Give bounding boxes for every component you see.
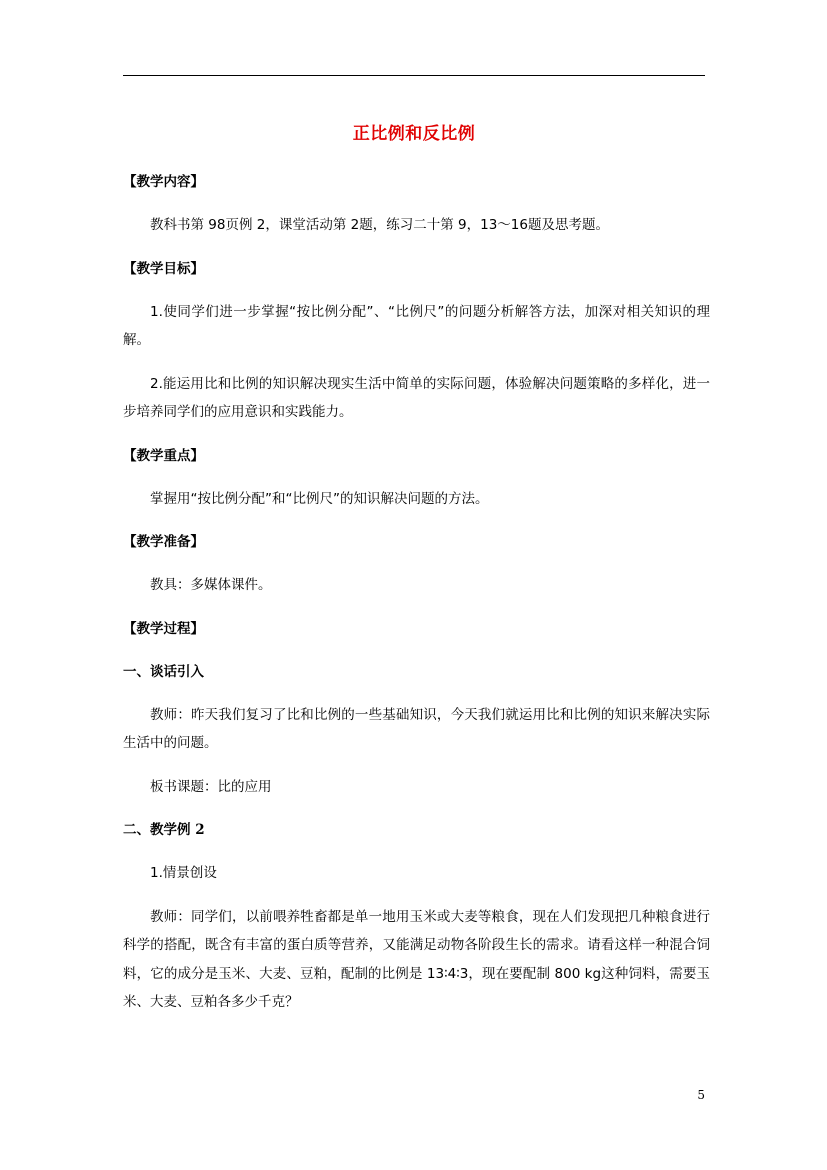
paragraph-content: 教科书第 98页例 2，课堂活动第 2题，练习二十第 9，13～16题及思考题。 [150, 217, 609, 233]
paragraph-objective-2: 2.能运用比和比例的知识解决现实生活中简单的实际问题，体验解决问题策略的多样化，进一步培养同学们的应用意识和实践能力。 [123, 375, 710, 420]
paragraph-teacher-intro: 教师：昨天我们复习了比和比例的一些基础知识，今天我们就运用比和比例的知识来解决实际生活中的问题。 [123, 706, 710, 751]
section-heading-preparation: 【教学准备】 [123, 534, 204, 550]
section-heading-process: 【教学过程】 [123, 620, 204, 637]
paragraph-preparation: 教具：多媒体课件。 [150, 577, 272, 593]
paragraph-teacher-feed: 教师：同学们，以前喂养牲畜都是单一地用玉米或大麦等粮食，现在人们发现把几种粮食进行科学的搭配，既含有丰富的蛋白质等营养，又能满足动物各阶段生长的需求。请看这样一种混合饲料，它的成分是玉米、大麦、豆粕，配制的比例是 13∶4∶3，现在要配制 800 kg这种饲料，需要玉米、大麦、豆粕各多少千克？ [123, 908, 710, 1010]
paragraph-scenario: 1.情景创设 [150, 865, 217, 881]
section-heading-objectives: 【教学目标】 [123, 260, 204, 277]
section-heading-key-points: 【教学重点】 [123, 447, 204, 464]
document-title: 正比例和反比例 [352, 124, 476, 144]
page-number: 5 [697, 1088, 705, 1102]
document-body [123, 168, 710, 1032]
subsection-heading-intro: 一、谈话引入 [123, 663, 204, 680]
subsection-heading-example-2: 二、教学例 2 [123, 822, 205, 838]
section-heading-content: 【教学内容】 [123, 174, 204, 190]
paragraph-board-title: 板书课题：比的应用 [150, 778, 272, 795]
paragraph-objective-1: 1.使同学们进一步掌握“按比例分配”、“比例尺”的问题分析解答方法，加深对相关知识的理解。 [123, 303, 710, 348]
paragraph-key-points: 掌握用“按比例分配”和“比例尺”的知识解决问题的方法。 [150, 490, 489, 507]
header-rule [123, 75, 705, 76]
